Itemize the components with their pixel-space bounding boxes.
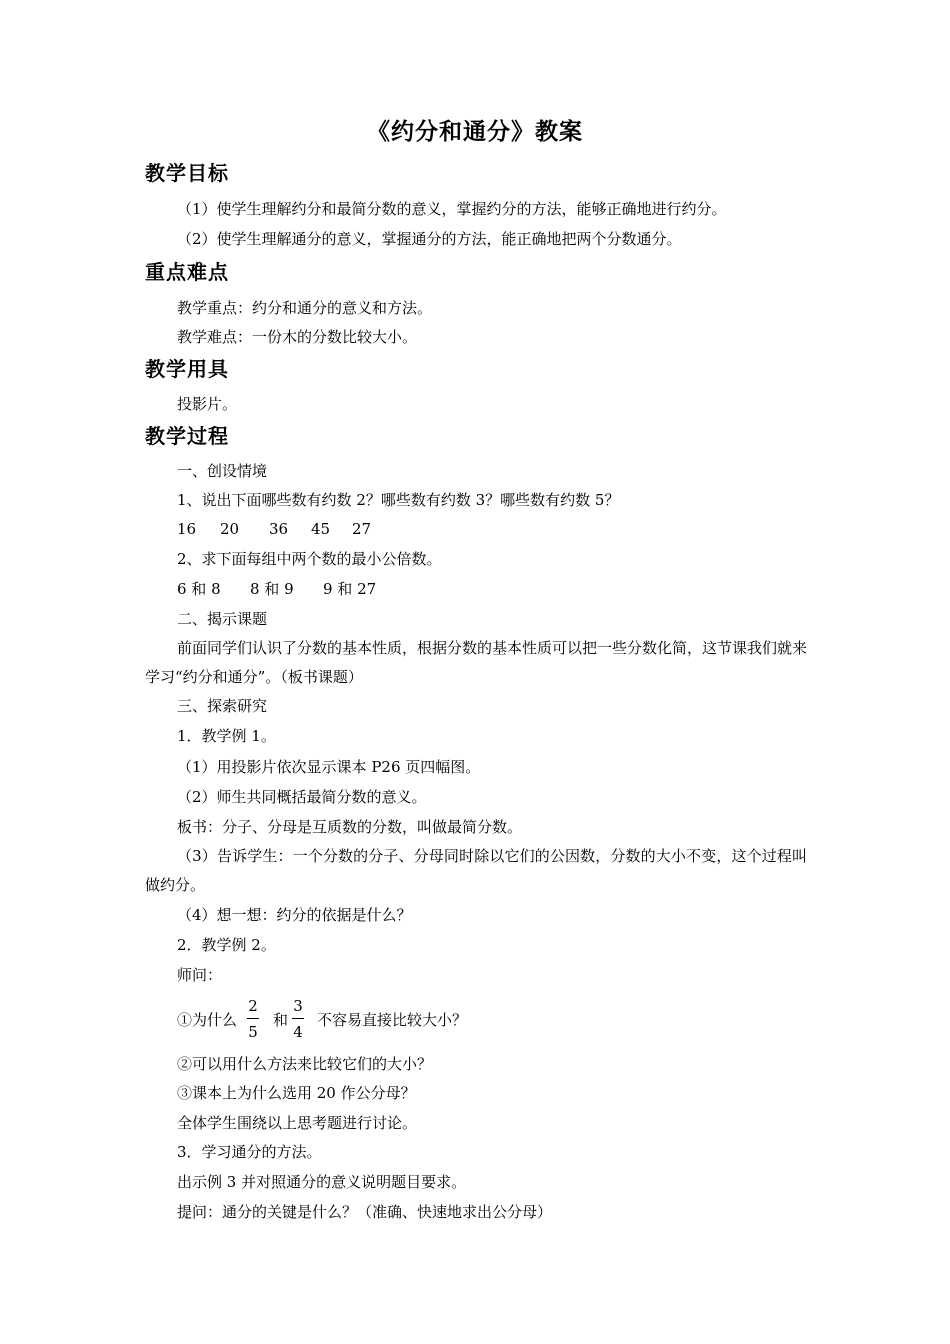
number-list [177,519,371,539]
goal-item-2: （2）使学生理解通分的意义，掌握通分的方法，能正确地把两个分数通分。 [177,230,682,248]
question-divisors: 1、说出下面哪些数有约数 2？哪些数有约数 3？哪些数有约数 5？ [177,491,620,509]
question-2: ②可以用什么方法来比较它们的大小？ [177,1055,433,1073]
question-1-mid: 和 [273,1011,289,1029]
number-item: 45 [311,520,331,538]
document-title: 《约分和通分》教案 [367,119,583,145]
heading-goals: 教学目标 [145,161,229,185]
example-1-step-1: （1）用投影片依次显示课本 P26 页四幅图。 [177,758,481,776]
number-item: 20 [220,520,240,538]
example-1-step-3: （3）告诉学生：一个分数的分子、分母同时除以它们的公因数，分数的大小不变，这个过程叫做约分。 [145,847,807,894]
process-step-1: 一、创设情境 [177,462,268,480]
heading-focus: 重点难点 [145,260,229,284]
example-1-step-4: （4）想一想：约分的依据是什么？ [177,906,412,924]
fraction-numerator: 2 [248,997,258,1015]
fraction-denominator: 4 [293,1023,303,1041]
number-item: 27 [352,520,372,538]
fraction-denominator: 5 [248,1023,258,1041]
example-3-title: 3．学习通分的方法。 [177,1143,322,1161]
question-3: ③课本上为什么选用 20 作公分母？ [177,1084,416,1102]
example-3-intro: 出示例 3 并对照通分的意义说明题目要求。 [177,1173,467,1191]
pair-item: 6 和 8 [177,580,221,598]
goal-item-1: （1）使学生理解约分和最简分数的意义，掌握约分的方法，能够正确地进行约分。 [177,200,727,218]
heading-tools: 教学用具 [145,357,229,381]
question-1-prefix: ①为什么 [177,1011,238,1029]
example-2-title: 2．教学例 2。 [177,936,276,954]
pair-item: 9 和 27 [323,580,377,598]
pair-list [177,579,376,599]
teacher-asks: 师问： [177,966,223,984]
process-step-2: 二、揭示课题 [177,610,268,628]
process-step-3: 三、探索研究 [177,697,268,715]
fraction-bar [247,1018,259,1019]
question-lcm: 2、求下面每组中两个数的最小公倍数。 [177,550,442,568]
example-3-question: 提问：通分的关键是什么？（准确、快速地求出公分母） [177,1203,553,1221]
focus-item-1: 教学重点：约分和通分的意义和方法。 [177,299,433,317]
heading-process: 教学过程 [145,424,229,448]
focus-item-2: 教学难点：一份木的分数比较大小。 [177,328,418,346]
example-1-step-2: （2）师生共同概括最简分数的意义。 [177,788,427,806]
tools-item-1: 投影片。 [177,395,238,413]
pair-item: 8 和 9 [250,580,294,598]
fraction-bar [292,1018,304,1019]
number-item: 16 [177,520,197,538]
fraction-numerator: 3 [293,997,303,1015]
intro-paragraph: 前面同学们认识了分数的基本性质，根据分数的基本性质可以把一些分数化简，这节课我们就来学习“约分和通分”。（板书课题） [145,639,808,686]
example-1-title: 1．教学例 1。 [177,727,276,745]
question-1-suffix: 不容易直接比较大小？ [317,1011,468,1029]
board-note: 板书：分子、分母是互质数的分数，叫做最简分数。 [177,818,523,836]
number-item: 36 [269,520,289,538]
discussion-note: 全体学生围绕以上思考题进行讨论。 [177,1114,418,1132]
